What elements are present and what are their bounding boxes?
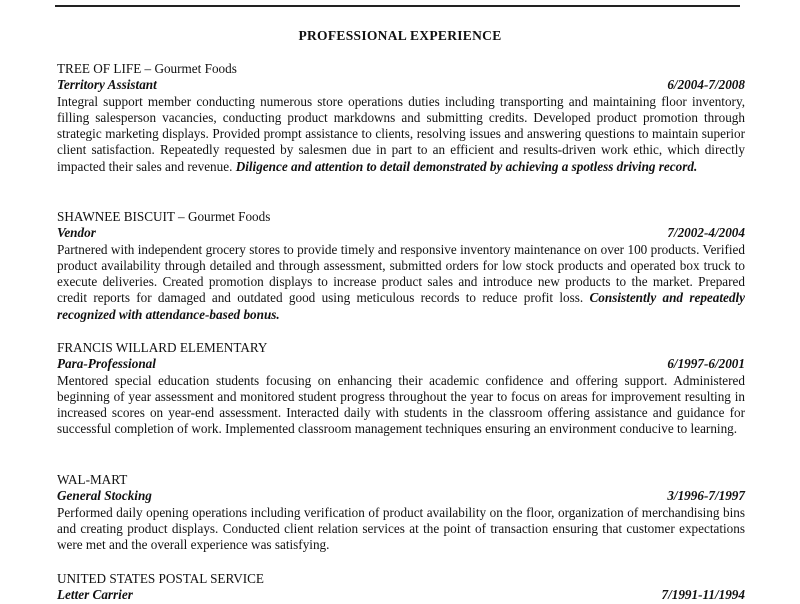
description-highlight: Diligence and attention to detail demonstrated by achieving a spotless driving record. (235, 158, 698, 174)
job-dates: 6/2004-7/2008 (667, 77, 745, 93)
job-title-row (57, 77, 745, 93)
job-title-row (57, 488, 745, 504)
employer-name: UNITED STATES POSTAL SERVICE (57, 571, 264, 586)
job-description (57, 505, 745, 554)
employer-name: SHAWNEE BISCUIT – Gourmet Foods (57, 209, 271, 224)
job-description (57, 94, 745, 175)
job-dates: 7/1991-11/1994 (661, 587, 745, 603)
job-title-row (57, 587, 745, 603)
description-text: Partnered with independent grocery stores to provide timely and responsive inventory maintenance on over 100 products. Verified product availability through detailed and through assessment, submitted orders for low stock products and operated box truck to execute deliveries. Created promotion displays to increase product sales and introduce new products to the market. Prepared credit reports for damaged and outdated good using meticulous records to reduce profit loss. (57, 241, 745, 306)
job-entry (57, 472, 745, 553)
job-title: Letter Carrier (57, 587, 133, 603)
job-description (57, 242, 745, 323)
employer-name: FRANCIS WILLARD ELEMENTARY (57, 340, 268, 355)
job-dates: 3/1996-7/1997 (667, 488, 745, 504)
employer-name: WAL-MART (57, 472, 128, 487)
job-title: Vendor (57, 225, 96, 241)
job-entry (57, 340, 745, 438)
job-title-row (57, 225, 745, 241)
job-title: General Stocking (57, 488, 152, 504)
job-description (57, 373, 745, 438)
job-entry (57, 571, 745, 604)
section-heading: PROFESSIONAL EXPERIENCE (298, 28, 502, 43)
employer-name: TREE OF LIFE – Gourmet Foods (57, 61, 237, 76)
job-dates: 7/2002-4/2004 (667, 225, 745, 241)
job-dates: 6/1997-6/2001 (667, 356, 745, 372)
job-title: Para-Professional (57, 356, 156, 372)
description-text: Performed daily opening operations including verification of product availability on the floor, organization of merchandising bins and creating product displays. Conducted client relation services at the point of transaction ensuring that customer expectations were met and the overall experience was satisfying. (57, 504, 745, 553)
description-highlight: Consistently and repeatedly recognized with attendance-based bonus. (57, 290, 745, 322)
description-text: Mentored special education students focusing on enhancing their academic confidence and offering support. Administered beginning of year assessment and monitored student progress throughout the year to focus on areas for improvement resulting in increased scores on year-end assessment. Interacted daily with students in the classroom offering assistance and guidance for successful completion of work. Implemented classroom management techniques ensuring an environment conducive to learning. (57, 372, 745, 437)
top-divider (55, 5, 740, 7)
job-entry (57, 209, 745, 323)
job-title: Territory Assistant (57, 77, 157, 93)
description-text: Integral support member conducting numerous store operations duties including transporting and maintaining floor inventory, filling salesperson vacancies, conducting product markdowns and submitting credits. Developed product promotion through strategic marketing displays. Provided prompt assistance to clients, resolving issues and answering questions to maintain superior client satisfaction. Repeatedly requested by salesmen due in part to an efficient and results-driven work ethic, which directly impacted their sales and revenue. (57, 93, 745, 174)
job-title-row (57, 356, 745, 372)
job-entry (57, 61, 745, 175)
